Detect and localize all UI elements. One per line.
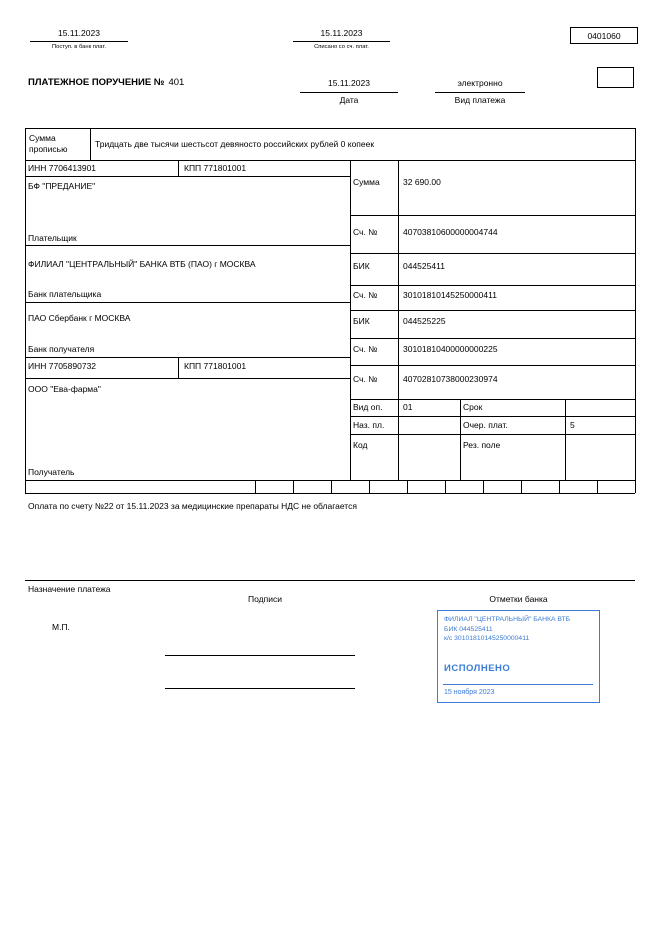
- grid-line: [25, 128, 26, 493]
- nazpl-caption: Наз. пл.: [353, 420, 385, 430]
- payment-kind-caption: Вид платежа: [454, 95, 506, 105]
- grid-line: [350, 253, 635, 254]
- grid-line: [350, 285, 635, 286]
- beneficiary-account: 40702810738000230974: [403, 374, 498, 384]
- sum-caption: Сумма: [353, 177, 380, 187]
- grid-line: [331, 480, 332, 493]
- grid-line: [350, 338, 635, 339]
- payer-bank-account-caption: Сч. №: [353, 290, 378, 300]
- grid-line: [559, 480, 560, 493]
- underline: [293, 41, 390, 42]
- code-caption: Код: [353, 440, 368, 450]
- grid-line: [90, 128, 91, 160]
- grid-line: [369, 480, 370, 493]
- received-date: 15.11.2023: [58, 28, 100, 38]
- beneficiary-bank-account: 30101810400000000225: [403, 344, 498, 354]
- payer-bank-name: ФИЛИАЛ "ЦЕНТРАЛЬНЫЙ" БАНКА ВТБ (ПАО) г МОСКВА: [28, 259, 256, 269]
- form-code-box: [570, 27, 638, 44]
- beneficiary-inn: ИНН 7705890732: [28, 361, 97, 371]
- debited-date: 15.11.2023: [320, 28, 363, 38]
- grid-line: [293, 480, 294, 493]
- beneficiary-bank-caption: Банк получателя: [28, 344, 95, 354]
- payer-name: БФ "ПРЕДАНИЕ": [28, 181, 96, 191]
- term-caption: Срок: [463, 402, 483, 412]
- payer-caption: Плательщик: [28, 233, 77, 243]
- grid-line: [255, 480, 256, 493]
- purpose-caption: Назначение платежа: [28, 584, 111, 594]
- amount-words-caption: Сумма прописью: [29, 133, 68, 155]
- grid-line: [25, 160, 635, 161]
- grid-line: [350, 310, 635, 311]
- bank-stamp: [437, 610, 600, 703]
- grid-line: [178, 357, 179, 378]
- grid-line: [25, 302, 350, 303]
- payer-bank-bik: 044525411: [403, 261, 445, 271]
- payer-bank-account: 30101810145250000411: [403, 290, 497, 300]
- grid-line: [398, 160, 399, 480]
- payer-inn: ИНН 7706413901: [28, 163, 97, 173]
- signature-line: [165, 688, 355, 689]
- op-type-value: 01: [403, 402, 413, 412]
- document-title: [28, 77, 184, 88]
- mp-label: М.П.: [52, 622, 70, 632]
- grid-line: [350, 416, 635, 417]
- grid-line: [25, 493, 635, 494]
- priority-value: 5: [570, 420, 575, 430]
- payer-account-caption: Сч. №: [353, 227, 378, 237]
- grid-line: [460, 399, 461, 480]
- signatures-caption: Подписи: [248, 594, 282, 604]
- payer-bank-bik-caption: БИК: [353, 261, 370, 271]
- stamp-date: 15 ноября 2023: [444, 689, 495, 696]
- reserve-caption: Рез. поле: [463, 440, 501, 450]
- document-title-label: ПЛАТЕЖНОЕ ПОРУЧЕНИЕ №: [28, 77, 165, 88]
- underline: [435, 92, 525, 93]
- purpose-text: Оплата по счету №22 от 15.11.2023 за медицинские препараты НДС не облагается: [28, 501, 357, 511]
- grid-line: [25, 245, 350, 246]
- grid-line: [635, 128, 636, 493]
- grid-line: [25, 128, 635, 129]
- received-date-label: Поступ. в банк плат.: [52, 44, 106, 50]
- grid-line: [25, 176, 350, 177]
- beneficiary-account-caption: Сч. №: [353, 374, 378, 384]
- grid-line: [178, 160, 179, 176]
- beneficiary-bank-name: ПАО Сбербанк г МОСКВА: [28, 313, 131, 323]
- grid-line: [483, 480, 484, 493]
- grid-line: [407, 480, 408, 493]
- debited-date-label: Списано со сч. плат.: [314, 44, 369, 50]
- underline: [30, 41, 128, 42]
- status-code-box: [597, 67, 634, 88]
- grid-line: [521, 480, 522, 493]
- stamp-corr-account: к/с 30101810145250000411: [444, 635, 530, 642]
- stamp-divider-line: [443, 684, 593, 685]
- stamp-status: ИСПОЛНЕНО: [444, 663, 511, 674]
- amount-words: Тридцать две тысячи шестьсот девяносто российских рублей 0 копеек: [95, 139, 375, 149]
- grid-line: [445, 480, 446, 493]
- grid-line: [350, 399, 635, 400]
- document-number: 401: [168, 77, 185, 88]
- stamp-bank-name: ФИЛИАЛ "ЦЕНТРАЛЬНЫЙ" БАНКА ВТБ: [444, 616, 571, 623]
- grid-line: [350, 160, 351, 480]
- grid-line: [350, 215, 635, 216]
- grid-line: [350, 434, 635, 435]
- stamp-bik: БИК 044525411: [444, 626, 493, 633]
- grid-line: [25, 580, 635, 581]
- grid-line: [597, 480, 598, 493]
- beneficiary-bank-account-caption: Сч. №: [353, 344, 378, 354]
- priority-caption: Очер. плат.: [463, 420, 508, 430]
- document-date-caption: Дата: [339, 95, 359, 105]
- grid-line: [25, 378, 350, 379]
- payment-kind: электронно: [457, 78, 503, 88]
- underline: [300, 92, 398, 93]
- payer-bank-caption: Банк плательщика: [28, 289, 102, 299]
- beneficiary-bank-bik-caption: БИК: [353, 316, 370, 326]
- sum-value: 32 690.00: [403, 177, 441, 187]
- bank-marks-caption: Отметки банка: [489, 594, 548, 604]
- grid-line: [565, 399, 566, 480]
- beneficiary-kpp: КПП 771801001: [184, 361, 247, 371]
- beneficiary-bank-bik: 044525225: [403, 316, 446, 326]
- signature-line: [165, 655, 355, 656]
- form-code: 0401060: [587, 31, 621, 41]
- op-type-caption: Вид оп.: [353, 402, 383, 412]
- grid-line: [350, 365, 635, 366]
- beneficiary-name: ООО "Ева-фарма": [28, 384, 101, 394]
- payer-kpp: КПП 771801001: [184, 163, 247, 173]
- beneficiary-caption: Получатель: [28, 467, 75, 477]
- document-date: 15.11.2023: [328, 78, 370, 88]
- grid-line: [25, 357, 350, 358]
- payer-account: 40703810600000004744: [403, 227, 498, 237]
- grid-line: [25, 480, 635, 481]
